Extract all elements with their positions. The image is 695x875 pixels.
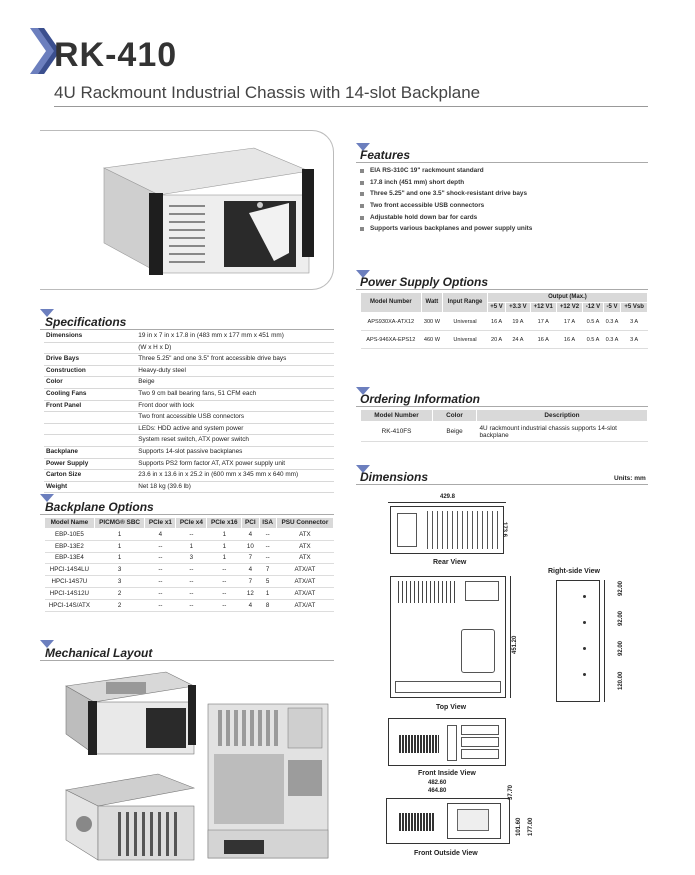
specifications-table — [44, 331, 334, 493]
table-row — [361, 331, 648, 349]
backplane-cell: 3 — [94, 576, 145, 588]
spec-row — [44, 470, 334, 482]
ps-cell: 300 W — [421, 313, 443, 331]
ps-cell: 0.3 A — [603, 313, 621, 331]
rear-view-label: Rear View — [433, 559, 467, 566]
spec-key: Color — [44, 377, 136, 389]
table-row — [45, 552, 334, 564]
ps-cell: 16 A — [487, 313, 505, 331]
hero-frame — [40, 130, 334, 290]
spec-row — [44, 354, 334, 366]
spec-key: Backplane — [44, 446, 136, 458]
backplane-cell: 4 — [242, 529, 259, 541]
spec-key: Carton Size — [44, 470, 136, 482]
page-subtitle: 4U Rackmount Industrial Chassis with 14-slot Backplane — [54, 83, 481, 102]
right-side-drawing — [556, 580, 600, 702]
spec-key — [44, 435, 136, 447]
backplane-cell: EBP-13E2 — [45, 540, 95, 552]
table-row — [361, 313, 648, 331]
right-side-view-label: Right-side View — [548, 568, 600, 575]
ps-header-input: Input Range — [443, 293, 488, 313]
spec-row — [44, 331, 334, 342]
spec-row — [44, 435, 334, 447]
backplane-cell: -- — [145, 552, 176, 564]
spec-row — [44, 400, 334, 412]
dim-top-depth: 451.20 — [512, 635, 518, 654]
specifications-title: Specifications — [45, 315, 127, 329]
ps-cell: 24 A — [506, 331, 530, 349]
bp-header: PCIe x4 — [176, 518, 207, 529]
feature-item: Three 5.25" and one 3.5" shock-resistant drive bays — [360, 188, 650, 200]
backplane-cell: ATX/AT — [276, 576, 333, 588]
ordering-table — [360, 409, 648, 442]
backplane-cell: 7 — [242, 576, 259, 588]
backplane-cell: 4 — [242, 599, 259, 611]
dimensions-title: Dimensions — [360, 470, 429, 484]
power-divider — [356, 289, 648, 290]
backplane-cell: -- — [176, 599, 207, 611]
backplane-cell: ATX/AT — [276, 599, 333, 611]
dim-front-h3: 177.00 — [528, 817, 534, 836]
ps-cell: 16 A — [556, 331, 582, 349]
backplane-cell: ATX — [276, 540, 333, 552]
dim-front-w2: 464.80 — [428, 788, 447, 794]
backplane-cell: 1 — [176, 540, 207, 552]
ps-header-watt: Watt — [421, 293, 443, 313]
backplane-cell: -- — [145, 576, 176, 588]
spec-value: System reset switch, ATX power switch — [136, 435, 334, 447]
spec-key: Cooling Fans — [44, 388, 136, 400]
power-supply-title: Power Supply Options — [360, 275, 489, 289]
ord-header-description: Description — [477, 410, 648, 422]
spec-row — [44, 377, 334, 389]
spec-key: Power Supply — [44, 458, 136, 470]
ps-cell: 17 A — [556, 313, 582, 331]
ps-cell: 3 A — [621, 331, 648, 349]
backplane-cell: 1 — [207, 552, 242, 564]
backplane-cell: 7 — [259, 564, 276, 576]
ps-cell: 20 A — [487, 331, 505, 349]
chassis-photo — [84, 143, 314, 278]
feature-item: Adjustable hold down bar for cards — [360, 212, 650, 224]
top-view-label: Top View — [436, 704, 467, 711]
ordering-divider — [356, 406, 648, 407]
spec-row — [44, 412, 334, 424]
backplane-cell: -- — [176, 564, 207, 576]
spec-row — [44, 365, 334, 377]
spec-key — [44, 412, 136, 424]
backplane-cell: -- — [145, 540, 176, 552]
ps-output-col: +12 V2 — [556, 303, 582, 313]
spec-value: Supports PS2 form factor AT, ATX power supply unit — [136, 458, 334, 470]
dim-line — [388, 502, 506, 503]
front-inside-drawing — [388, 718, 506, 766]
dim-side-b: 92.00 — [618, 610, 624, 626]
feature-item: 17.8 inch (451 mm) short depth — [360, 177, 650, 189]
ord-header-model: Model Number — [361, 410, 433, 422]
spec-key: Drive Bays — [44, 354, 136, 366]
spec-key: Weight — [44, 481, 136, 493]
features-divider — [356, 162, 648, 163]
backplane-cell: ATX/AT — [276, 587, 333, 599]
ps-cell: 17 A — [530, 313, 556, 331]
spec-row — [44, 446, 334, 458]
table-row — [45, 529, 334, 541]
ps-cell: 460 W — [421, 331, 443, 349]
rear-view-drawing — [390, 506, 504, 554]
front-outside-drawing — [386, 798, 510, 844]
backplane-cell: -- — [207, 587, 242, 599]
top-view-drawing — [390, 576, 506, 698]
ps-header-model: Model Number — [361, 293, 422, 313]
spec-value: Supports 14-slot passive backplanes — [136, 446, 334, 458]
ps-cell: 0.3 A — [603, 331, 621, 349]
ps-cell: Universal — [443, 331, 488, 349]
backplane-cell: 1 — [207, 540, 242, 552]
backplane-cell: 1 — [207, 529, 242, 541]
spec-row — [44, 458, 334, 470]
backplane-cell: 4 — [242, 564, 259, 576]
backplane-cell: 10 — [242, 540, 259, 552]
units-label: Units: mm — [614, 475, 646, 482]
ps-cell: APS930XA-ATX12 — [361, 313, 422, 331]
ordering-title: Ordering Information — [360, 392, 480, 406]
ps-cell: 3 A — [621, 313, 648, 331]
dim-rear-height: 173.6 — [501, 522, 507, 538]
backplane-cell: -- — [207, 564, 242, 576]
backplane-cell: HPCI-14S/ATX — [45, 599, 95, 611]
backplane-title: Backplane Options — [45, 500, 154, 514]
model-title: RK-410 — [54, 36, 178, 74]
backplane-cell: 5 — [259, 576, 276, 588]
dim-front-h2: 101.60 — [516, 817, 522, 836]
spec-value: 23.6 in x 13.6 in x 25.2 in (600 mm x 345 mm x 640 mm) — [136, 470, 334, 482]
backplane-cell: 3 — [176, 552, 207, 564]
spec-value: Net 18 kg (39.6 lb) — [136, 481, 334, 493]
spec-key: Front Panel — [44, 400, 136, 412]
spec-value: LEDs: HDD active and system power — [136, 423, 334, 435]
spec-value: Beige — [136, 377, 334, 389]
table-row — [45, 576, 334, 588]
backplane-cell: HPCI-14S7U — [45, 576, 95, 588]
feature-item: Two front accessible USB connectors — [360, 200, 650, 212]
bp-header: PCI — [242, 518, 259, 529]
backplane-cell: EBP-13E4 — [45, 552, 95, 564]
backplane-cell: 4 — [145, 529, 176, 541]
ps-output-col: -5 V — [603, 303, 621, 313]
backplane-cell: 2 — [94, 599, 145, 611]
feature-item: EIA RS-310C 19" rackmount standard — [360, 165, 650, 177]
spec-key: Construction — [44, 365, 136, 377]
ps-cell: 0.5 A — [583, 331, 604, 349]
dim-side-a: 92.00 — [618, 580, 624, 596]
spec-key — [44, 423, 136, 435]
backplane-cell: 1 — [94, 540, 145, 552]
table-row — [45, 599, 334, 611]
dim-side-c: 92.00 — [618, 640, 624, 656]
backplane-cell: -- — [207, 576, 242, 588]
ord-header-color: Color — [433, 410, 477, 422]
ps-cell: 19 A — [506, 313, 530, 331]
spec-row — [44, 342, 334, 354]
spec-key: Dimensions — [44, 331, 136, 342]
backplane-cell: -- — [207, 599, 242, 611]
mechanical-title: Mechanical Layout — [45, 646, 153, 660]
backplane-divider — [40, 514, 334, 515]
ps-cell: Universal — [443, 313, 488, 331]
backplane-cell: 1 — [94, 552, 145, 564]
spec-value: (W x H x D) — [136, 342, 334, 354]
spec-value: Two 9 cm ball bearing fans, 51 CFM each — [136, 388, 334, 400]
backplane-cell: -- — [259, 540, 276, 552]
dim-rear-width: 429.8 — [440, 494, 456, 500]
ps-cell: APS-946XA-EPS12 — [361, 331, 422, 349]
backplane-cell: 1 — [259, 587, 276, 599]
mechanical-photo-top — [56, 668, 196, 758]
table-row — [45, 540, 334, 552]
ord-color: Beige — [433, 422, 477, 442]
spec-value: Heavy-duty steel — [136, 365, 334, 377]
dim-front-h1: 37.70 — [508, 784, 514, 800]
features-title: Features — [360, 148, 411, 162]
backplane-cell: -- — [176, 587, 207, 599]
backplane-cell: 12 — [242, 587, 259, 599]
feature-item: Supports various backplanes and power supply units — [360, 223, 650, 235]
backplane-cell: -- — [259, 529, 276, 541]
dim-side-d: 120.00 — [618, 671, 624, 690]
backplane-cell: ATX — [276, 552, 333, 564]
backplane-cell: 1 — [94, 529, 145, 541]
backplane-cell: 8 — [259, 599, 276, 611]
ps-cell: 16 A — [530, 331, 556, 349]
mechanical-divider — [40, 660, 334, 661]
ord-description: 4U rackmount industrial chassis supports 14-slot backplane — [477, 422, 648, 442]
spec-row — [44, 423, 334, 435]
spec-value: Two front accessible USB connectors — [136, 412, 334, 424]
backplane-table — [44, 517, 334, 612]
spec-value: Front door with lock — [136, 400, 334, 412]
backplane-cell: HPCI-14S4LU — [45, 564, 95, 576]
bp-header: PCIe x1 — [145, 518, 176, 529]
backplane-cell: HPCI-14S12U — [45, 587, 95, 599]
spec-key — [44, 342, 136, 354]
backplane-cell: -- — [259, 552, 276, 564]
backplane-cell: EBP-10E5 — [45, 529, 95, 541]
spec-value: 19 in x 7 in x 17.8 in (483 mm x 177 mm x 451 mm) — [136, 331, 334, 342]
spec-row — [44, 388, 334, 400]
backplane-cell: -- — [145, 587, 176, 599]
dimensions-divider — [356, 484, 648, 485]
backplane-cell: ATX/AT — [276, 564, 333, 576]
power-supply-table — [360, 292, 648, 349]
backplane-cell: -- — [145, 599, 176, 611]
ps-header-output: Output (Max.) — [487, 293, 647, 303]
ps-output-col: -12 V — [583, 303, 604, 313]
ps-output-col: +5 V — [487, 303, 505, 313]
bp-header: ISA — [259, 518, 276, 529]
table-row — [45, 564, 334, 576]
ps-output-col: +12 V1 — [530, 303, 556, 313]
mechanical-photo-rear — [58, 770, 198, 862]
backplane-cell: -- — [176, 529, 207, 541]
backplane-cell: ATX — [276, 529, 333, 541]
backplane-cell: 2 — [94, 587, 145, 599]
header-divider — [54, 106, 648, 107]
bp-header: PSU Connector — [276, 518, 333, 529]
backplane-cell: 3 — [94, 564, 145, 576]
front-inside-label: Front Inside View — [418, 770, 476, 777]
bp-header: PCIe x16 — [207, 518, 242, 529]
specs-divider — [40, 329, 334, 330]
spec-value: Three 5.25" and one 3.5" front accessible drive bays — [136, 354, 334, 366]
features-list — [360, 165, 650, 235]
ps-output-col: +5 Vsb — [621, 303, 648, 313]
table-row — [45, 587, 334, 599]
backplane-cell: -- — [176, 576, 207, 588]
backplane-cell: -- — [145, 564, 176, 576]
ord-model: RK-410FS — [361, 422, 433, 442]
dim-front-w1: 482.60 — [428, 780, 447, 786]
spec-row — [44, 481, 334, 493]
ps-cell: 0.5 A — [583, 313, 604, 331]
bp-header: PICMG® SBC — [94, 518, 145, 529]
ps-output-col: +3.3 V — [506, 303, 530, 313]
bp-header: Model Name — [45, 518, 95, 529]
front-outside-label: Front Outside View — [414, 850, 478, 857]
mechanical-photo-inside — [204, 700, 332, 862]
backplane-cell: 7 — [242, 552, 259, 564]
table-row — [361, 422, 648, 442]
